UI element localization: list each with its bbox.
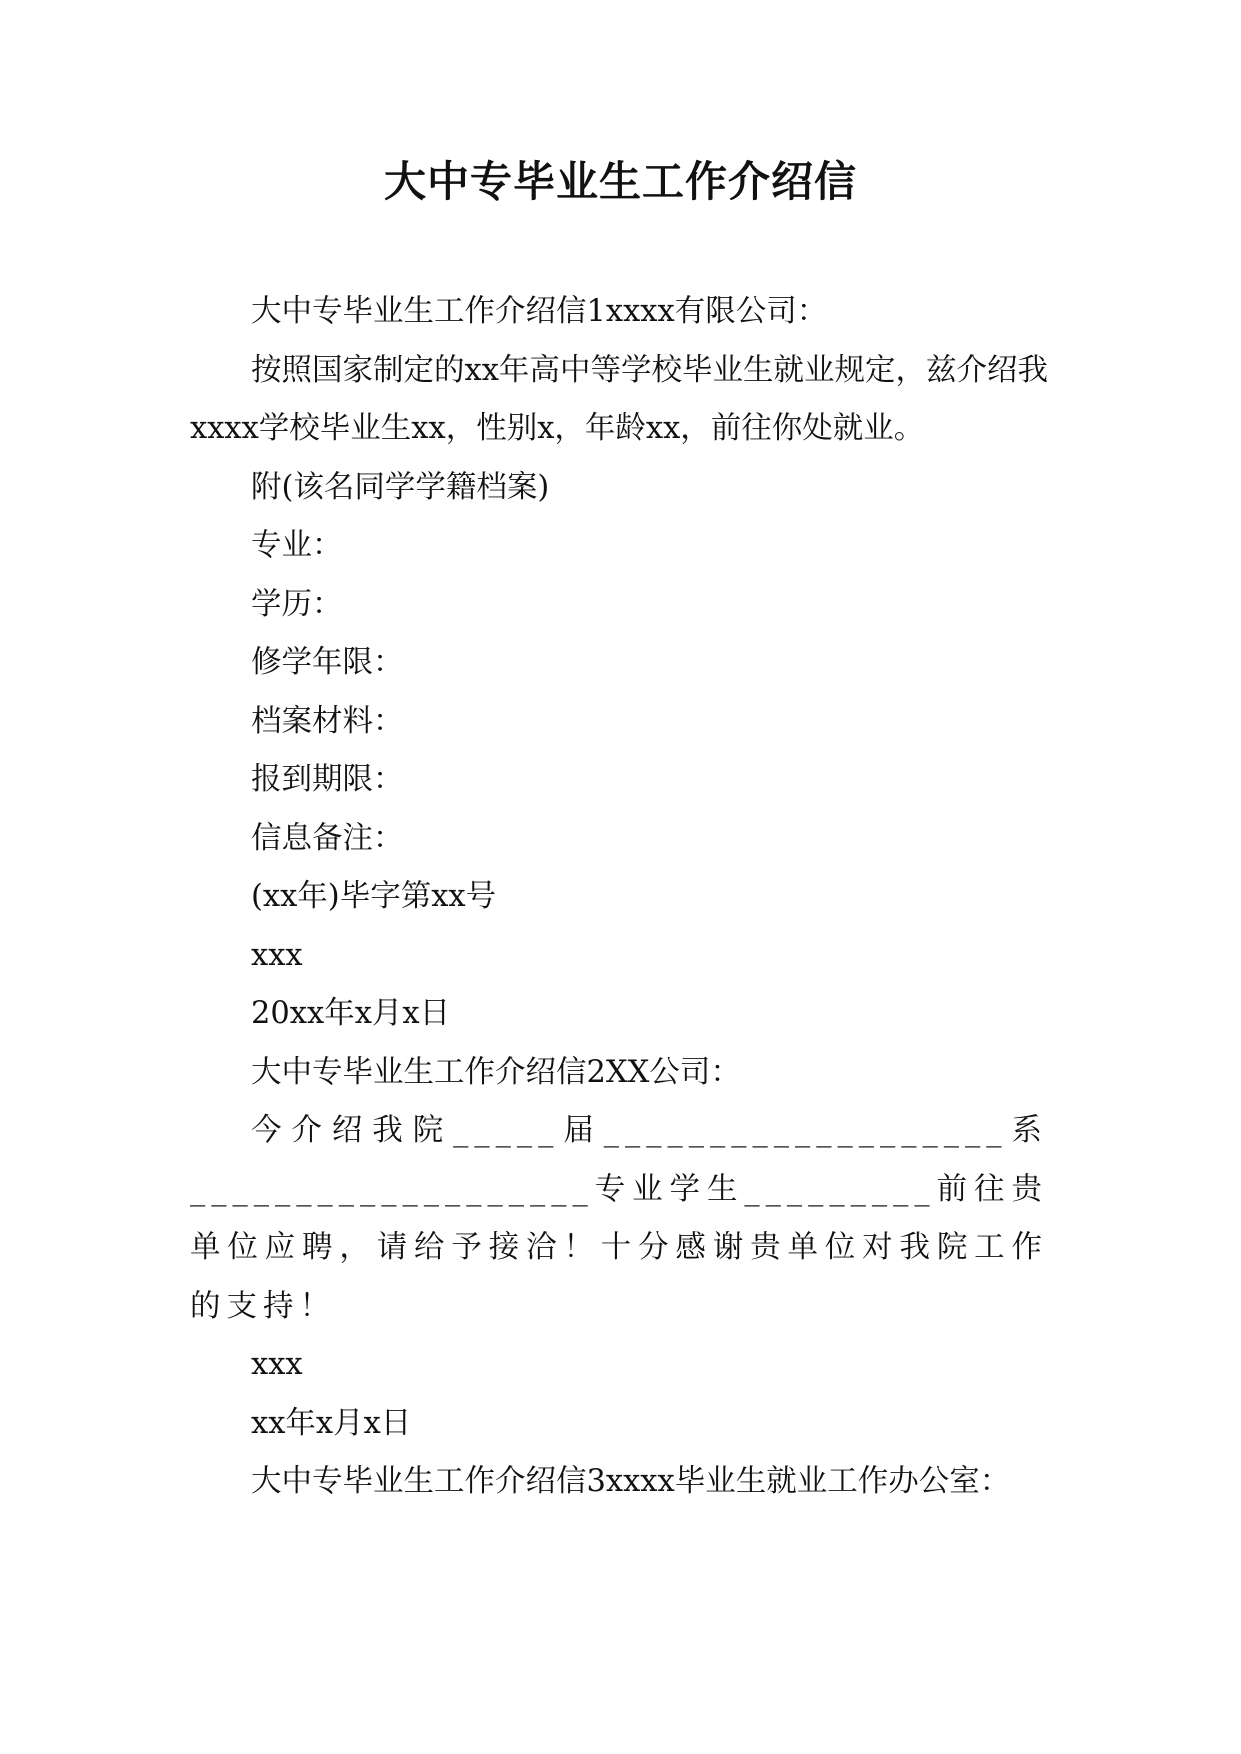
letter-body — [190, 283, 1048, 1512]
attachment-note: 附(该名同学学籍档案) — [251, 469, 550, 505]
letter-3-salutation: 大中专毕业生工作介绍信3xxxx毕业生就业工作办公室： — [251, 1464, 1011, 1499]
field-notes: 信息备注： — [251, 820, 404, 856]
field-education: 学历： — [251, 586, 343, 622]
letter-1-signature: xxx — [251, 937, 303, 973]
letter-2-signature: xxx — [251, 1347, 303, 1382]
letter-1-body: 按照国家制定的xx年高中等学校毕业生就业规定，兹介绍我xxxx学校毕业生xx，性别x，年龄xx，前往你处就业。 — [190, 352, 1048, 446]
field-file-materials: 档案材料： — [251, 703, 404, 739]
document-title: 大中专毕业生工作介绍信 — [383, 157, 857, 206]
field-major: 专业： — [251, 528, 343, 563]
letter-1-reference-number: (xx年)毕字第xx号 — [251, 879, 497, 914]
letter-2-salutation: 大中专毕业生工作介绍信2XX公司： — [251, 1054, 741, 1090]
field-study-years: 修学年限： — [251, 645, 404, 680]
letter-1-date: 20xx年x月x日 — [251, 996, 451, 1031]
letter-2-body: 今介绍我院_____届___________________系___________________专业学生_________前往贵单位应聘，请给予接洽！十分感谢贵单位对我院工作的支持！ — [190, 1113, 1048, 1324]
field-report-deadline: 报到期限： — [251, 762, 404, 797]
letter-2-date: xx年x月x日 — [251, 1405, 412, 1441]
letter-1-salutation: 大中专毕业生工作介绍信1xxxx有限公司： — [251, 294, 828, 329]
